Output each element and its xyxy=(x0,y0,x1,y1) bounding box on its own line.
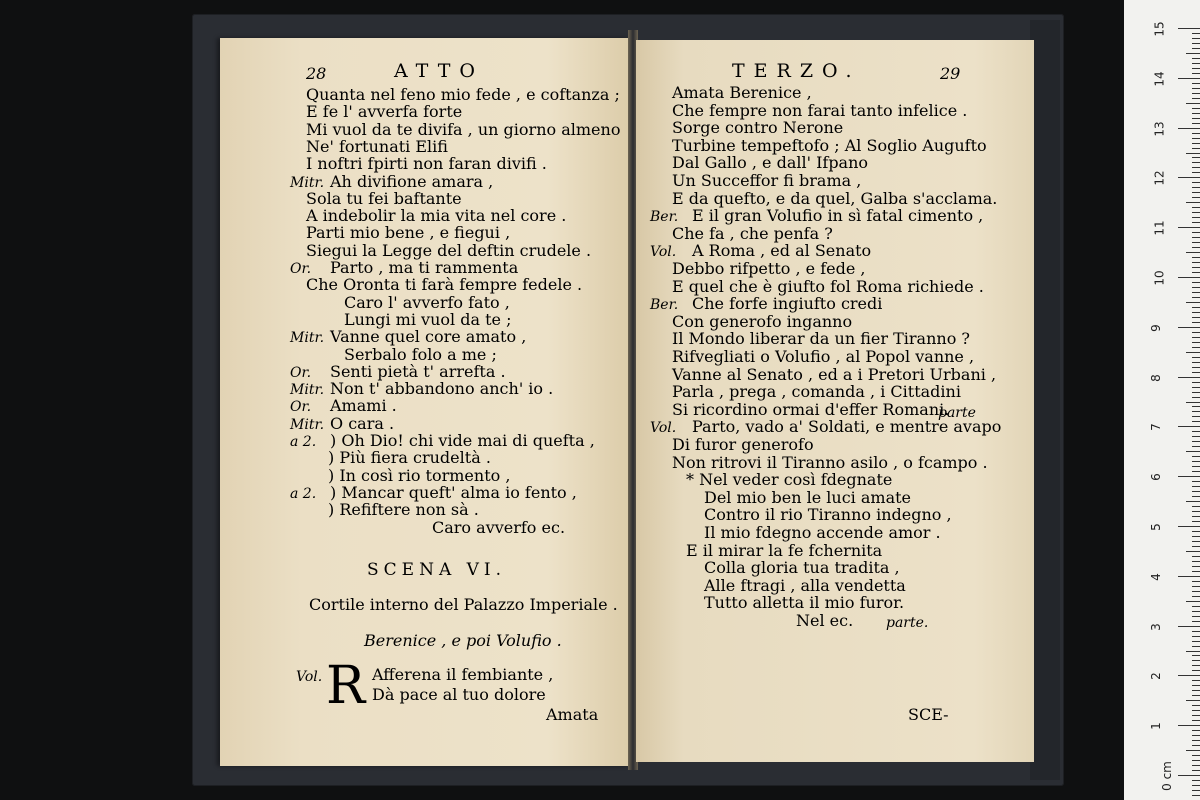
ruler-tick xyxy=(1192,571,1200,572)
ruler-tick xyxy=(1192,541,1200,542)
ruler-tick xyxy=(1192,770,1200,771)
ruler-number: 1 xyxy=(1148,722,1163,731)
ruler-tick xyxy=(1178,277,1200,278)
ruler-tick xyxy=(1192,795,1200,796)
ruler-tick xyxy=(1192,491,1200,492)
ruler-number: 3 xyxy=(1148,622,1163,631)
ruler-number: 5 xyxy=(1148,523,1163,531)
verse-line: O cara . xyxy=(330,413,395,433)
ruler-tick xyxy=(1192,157,1200,158)
verse-line: Che fempre non farai tanto infelice . xyxy=(672,100,968,120)
speaker-label: Mitr. xyxy=(290,416,325,433)
ruler-tick xyxy=(1192,387,1200,388)
ruler-tick xyxy=(1192,745,1200,746)
ruler-tick xyxy=(1192,312,1200,313)
speaker-label: a 2. xyxy=(290,434,317,450)
ruler-tick xyxy=(1192,167,1200,168)
ruler-tick xyxy=(1192,586,1200,587)
ruler-tick xyxy=(1192,242,1200,243)
ruler-tick xyxy=(1192,436,1200,437)
ruler-tick xyxy=(1192,68,1200,69)
ruler-tick xyxy=(1192,456,1200,457)
verse-line: * Nel veder così fdegnate xyxy=(686,470,893,490)
right-page-number: 29 xyxy=(940,64,961,83)
exit-mark-2: parte. xyxy=(886,615,929,631)
board-edge xyxy=(1030,20,1060,780)
ruler-tick xyxy=(1192,486,1200,487)
ruler-tick xyxy=(1192,257,1200,258)
ruler-tick xyxy=(1192,187,1200,188)
speaker-label: Or. xyxy=(290,261,312,277)
verse-line: Non ritrovi il Tiranno asilo , o fcampo . xyxy=(672,452,988,472)
ruler-tick xyxy=(1178,576,1200,577)
ruler-tick xyxy=(1186,501,1200,502)
ruler-tick xyxy=(1192,461,1200,462)
speaker-label: Ber. xyxy=(650,209,679,226)
ruler-tick xyxy=(1192,561,1200,562)
ruler-tick xyxy=(1178,227,1200,228)
ruler-tick xyxy=(1192,113,1200,114)
verse-line: Sola tu fei baftante xyxy=(306,188,462,208)
ruler-number: 0 cm xyxy=(1159,761,1174,791)
ruler-tick xyxy=(1178,426,1200,427)
ruler-tick xyxy=(1192,162,1200,163)
verse-line: Parto, vado a' Soldati, e mentre avapo xyxy=(692,417,1002,437)
verse-line: ) Refiftere non sà . xyxy=(328,500,479,520)
ruler-tick xyxy=(1192,411,1200,412)
ruler-tick xyxy=(1192,237,1200,238)
speaker-label: a 2. xyxy=(290,485,317,502)
ruler-tick xyxy=(1192,282,1200,283)
verse-line: ) Oh Dio! chi vide mai di quefta , xyxy=(330,431,595,450)
ruler-tick xyxy=(1192,297,1200,298)
verse-line: Senti pietà t' arrefta . xyxy=(330,361,506,381)
ruler-tick xyxy=(1192,382,1200,383)
ruler-tick xyxy=(1192,680,1200,681)
ruler-tick xyxy=(1192,466,1200,467)
verse-line: Amata Berenice , xyxy=(672,83,812,102)
measurement-ruler xyxy=(1124,0,1200,800)
ruler-tick xyxy=(1178,327,1200,328)
ruler-tick xyxy=(1192,83,1200,84)
ruler-tick xyxy=(1192,616,1200,617)
ruler-tick xyxy=(1192,93,1200,94)
ruler-tick xyxy=(1192,372,1200,373)
ruler-tick xyxy=(1192,606,1200,607)
scene-title: SCENA VI. xyxy=(367,560,507,580)
speaker-label: Vol. xyxy=(650,244,677,261)
ruler-tick xyxy=(1192,790,1200,791)
ruler-tick xyxy=(1192,695,1200,696)
verse-line: Lungi mi vuol da te ; xyxy=(344,309,512,329)
verse-line: ) In così rio tormento , xyxy=(328,465,511,485)
verse-line: Siegui la Legge del deftin crudele . xyxy=(306,240,592,260)
verse-line: Sorge contro Nerone xyxy=(672,118,844,138)
ruler-tick xyxy=(1192,765,1200,766)
ruler-number: 13 xyxy=(1152,120,1167,137)
ruler-tick xyxy=(1186,53,1200,54)
verse-line: I noftri fpirti non faran divifi . xyxy=(306,154,547,174)
verse-line: Amami . xyxy=(330,396,397,416)
verse-line: Che fa , che penfa ? xyxy=(672,223,833,243)
ruler-tick xyxy=(1192,108,1200,109)
verse-line: Di furor generofo xyxy=(672,435,814,454)
speaker-label: Mitr. xyxy=(290,174,325,191)
verse-line: Turbine tempeftofo ; Al Soglio Augufto xyxy=(672,135,987,155)
ruler-tick xyxy=(1186,202,1200,203)
ruler-tick xyxy=(1192,431,1200,432)
ruler-tick xyxy=(1192,446,1200,447)
ruler-tick xyxy=(1186,352,1200,353)
ruler-tick xyxy=(1192,322,1200,323)
ruler-tick xyxy=(1178,775,1200,776)
verse-line: Un Succeffor fi brama , xyxy=(672,171,862,190)
ruler-tick xyxy=(1192,471,1200,472)
ruler-tick xyxy=(1178,725,1200,726)
ruler-tick xyxy=(1186,252,1200,253)
verse-line: A Roma , ed al Senato xyxy=(692,241,872,261)
verse-line: Vanne al Senato , ed a i Pretori Urbani , xyxy=(672,364,997,384)
ruler-tick xyxy=(1178,377,1200,378)
drop-speaker: Vol. xyxy=(296,669,323,685)
ruler-tick xyxy=(1192,760,1200,761)
ruler-tick xyxy=(1192,247,1200,248)
ruler-tick xyxy=(1192,705,1200,706)
ruler-tick xyxy=(1186,302,1200,303)
ruler-number: 9 xyxy=(1148,323,1163,332)
left-running-header: ATTO xyxy=(394,60,484,82)
ruler-tick xyxy=(1192,511,1200,512)
verse-line: Non t' abbandono anch' io . xyxy=(330,379,554,399)
ruler-tick xyxy=(1186,601,1200,602)
verse-line: Tutto alletta il mio furor. xyxy=(704,593,905,613)
ruler-tick xyxy=(1192,591,1200,592)
ruler-tick xyxy=(1192,292,1200,293)
verse-line: Mi vuol da te divifa , un giorno almeno xyxy=(306,119,621,139)
ruler-tick xyxy=(1192,441,1200,442)
ruler-tick xyxy=(1192,546,1200,547)
ruler-tick xyxy=(1192,506,1200,507)
ruler-tick xyxy=(1192,88,1200,89)
ruler-tick xyxy=(1192,735,1200,736)
ruler-tick xyxy=(1192,536,1200,537)
verse-line: E fe l' avverfa forte xyxy=(306,102,463,122)
ruler-tick xyxy=(1186,451,1200,452)
ruler-tick xyxy=(1192,531,1200,532)
verse-line: Contro il rio Tiranno indegno , xyxy=(704,505,952,525)
ruler-tick xyxy=(1192,755,1200,756)
verse-line: Nel ec. xyxy=(796,611,854,630)
speaker-label: Mitr. xyxy=(290,382,325,399)
ruler-tick xyxy=(1192,138,1200,139)
ruler-tick xyxy=(1192,481,1200,482)
verse-line: E da quefto, e da quel, Galba s'acclama. xyxy=(672,188,998,208)
verse-line: Ah divifione amara , xyxy=(330,171,494,191)
ruler-tick xyxy=(1178,78,1200,79)
ruler-tick xyxy=(1192,720,1200,721)
ruler-tick xyxy=(1192,785,1200,786)
ruler-tick xyxy=(1192,631,1200,632)
verse-line: E il mirar la fe fchernita xyxy=(686,540,883,560)
ruler-tick xyxy=(1192,740,1200,741)
ruler-tick xyxy=(1186,651,1200,652)
ruler-tick xyxy=(1192,665,1200,666)
ruler-tick xyxy=(1192,192,1200,193)
ruler-tick xyxy=(1192,58,1200,59)
ruler-tick xyxy=(1192,197,1200,198)
ruler-number: 14 xyxy=(1152,71,1167,87)
ruler-tick xyxy=(1192,307,1200,308)
ruler-tick xyxy=(1192,556,1200,557)
verse-line: Rifvegliati o Volufio , al Popol vanne , xyxy=(672,347,975,366)
ruler-tick xyxy=(1192,337,1200,338)
ruler-tick xyxy=(1192,63,1200,64)
ruler-number: 6 xyxy=(1148,473,1163,482)
ruler-tick xyxy=(1192,516,1200,517)
verse-line: ) Mancar queft' alma io fento , xyxy=(330,482,577,502)
ruler-tick xyxy=(1192,182,1200,183)
verse-line: Dal Gallo , e dall' Ifpano xyxy=(672,153,869,173)
ruler-tick xyxy=(1192,596,1200,597)
verse-line: Parto , ma ti rammenta xyxy=(330,258,519,277)
ruler-tick xyxy=(1178,28,1200,29)
speaker-label: Ber. xyxy=(650,297,679,314)
right-catchword: SCE- xyxy=(908,705,949,724)
left-catchword: Amata xyxy=(546,705,599,724)
drop-cap: R xyxy=(326,656,366,716)
ruler-tick xyxy=(1192,332,1200,333)
ruler-tick xyxy=(1192,347,1200,348)
ruler-tick xyxy=(1186,103,1200,104)
ruler-tick xyxy=(1192,98,1200,99)
ruler-number: 8 xyxy=(1148,373,1163,382)
ruler-tick xyxy=(1192,406,1200,407)
ruler-number: 7 xyxy=(1148,423,1163,432)
ruler-tick xyxy=(1192,421,1200,422)
ruler-tick xyxy=(1192,690,1200,691)
drop-line-2: Dà pace al tuo dolore xyxy=(372,685,546,704)
verse-line: Parti mio bene , e fiegui , xyxy=(306,223,511,243)
ruler-tick xyxy=(1192,38,1200,39)
ruler-tick xyxy=(1178,626,1200,627)
verse-line: Il mio fdegno accende amor . xyxy=(704,523,941,542)
ruler-tick xyxy=(1192,521,1200,522)
ruler-tick xyxy=(1192,641,1200,642)
ruler-tick xyxy=(1192,685,1200,686)
ruler-tick xyxy=(1192,272,1200,273)
exit-mark-1: parte xyxy=(938,405,976,421)
ruler-tick xyxy=(1192,710,1200,711)
left-page-number: 28 xyxy=(306,64,327,83)
ruler-tick xyxy=(1186,153,1200,154)
ruler-tick xyxy=(1178,526,1200,527)
verse-line: Alle ftragi , alla vendetta xyxy=(704,575,906,595)
ruler-number: 10 xyxy=(1152,270,1167,286)
verse-line: Che forfe ingiufto credi xyxy=(692,294,883,314)
ruler-tick xyxy=(1192,262,1200,263)
ruler-tick xyxy=(1192,416,1200,417)
ruler-tick xyxy=(1192,397,1200,398)
ruler-tick xyxy=(1192,646,1200,647)
ruler-tick xyxy=(1192,43,1200,44)
ruler-tick xyxy=(1192,133,1200,134)
ruler-tick xyxy=(1192,207,1200,208)
ruler-tick xyxy=(1192,172,1200,173)
ruler-tick xyxy=(1192,730,1200,731)
ruler-number: 2 xyxy=(1148,672,1163,681)
verse-line: Con generofo inganno xyxy=(672,311,853,331)
ruler-tick xyxy=(1192,655,1200,656)
ruler-tick xyxy=(1192,48,1200,49)
ruler-tick xyxy=(1192,118,1200,119)
ruler-tick xyxy=(1178,177,1200,178)
verse-line: A indebolir la mia vita nel core . xyxy=(306,206,567,226)
ruler-tick xyxy=(1186,402,1200,403)
ruler-tick xyxy=(1192,362,1200,363)
scene-characters: Berenice , e poi Volufio . xyxy=(364,631,562,650)
verse-line: Serbalo folo a me ; xyxy=(344,344,497,364)
verse-line: E quel che è giufto fol Roma richiede . xyxy=(672,276,984,296)
ruler-tick xyxy=(1192,581,1200,582)
ruler-tick xyxy=(1192,496,1200,497)
verse-line: Parla , prega , comanda , i Cittadini xyxy=(672,382,961,402)
ruler-tick xyxy=(1192,715,1200,716)
ruler-tick xyxy=(1192,670,1200,671)
ruler-tick xyxy=(1192,217,1200,218)
ruler-tick xyxy=(1192,232,1200,233)
verse-line: Colla gloria tua tradita , xyxy=(704,558,900,578)
verse-line: Si ricordino ormai d'effer Romani. xyxy=(672,399,950,419)
ruler-tick xyxy=(1192,33,1200,34)
verse-line: Ne' fortunati Elifi xyxy=(306,136,448,156)
ruler-number: 15 xyxy=(1152,21,1167,37)
speaker-label: Or. xyxy=(290,364,312,381)
ruler-tick xyxy=(1192,148,1200,149)
ruler-tick xyxy=(1192,342,1200,343)
speaker-label: Mitr. xyxy=(290,330,325,347)
verse-line: E il gran Volufio in sì fatal cimento , xyxy=(692,206,984,226)
ruler-tick xyxy=(1192,566,1200,567)
verse-line: Il Mondo liberar da un fier Tiranno ? xyxy=(672,329,970,349)
verse-line: ) Più fiera crudeltà . xyxy=(328,448,491,468)
speaker-label: Or. xyxy=(290,399,312,416)
ruler-tick xyxy=(1186,700,1200,701)
ruler-tick xyxy=(1192,222,1200,223)
ruler-tick xyxy=(1192,621,1200,622)
ruler-number: 4 xyxy=(1148,572,1163,581)
ruler-tick xyxy=(1192,636,1200,637)
speaker-label: Vol. xyxy=(650,420,677,437)
ruler-tick xyxy=(1192,267,1200,268)
verse-line: Vanne quel core amato , xyxy=(330,327,527,347)
right-running-header: TERZO. xyxy=(732,60,861,82)
scene-setting: Cortile interno del Palazzo Imperiale . xyxy=(309,595,618,614)
ruler-tick xyxy=(1192,660,1200,661)
verse-line: Del mio ben le luci amate xyxy=(704,487,912,507)
ruler-tick xyxy=(1192,611,1200,612)
ruler-tick xyxy=(1192,73,1200,74)
ruler-tick xyxy=(1192,367,1200,368)
verse-line: Che Oronta ti farà fempre fedele . xyxy=(306,275,583,295)
ruler-tick xyxy=(1192,780,1200,781)
verse-line: Caro avverfo ec. xyxy=(432,517,566,537)
ruler-tick xyxy=(1192,392,1200,393)
ruler-number: 11 xyxy=(1152,220,1167,236)
ruler-tick xyxy=(1178,128,1200,129)
ruler-tick xyxy=(1178,476,1200,477)
ruler-tick xyxy=(1192,357,1200,358)
ruler-tick xyxy=(1192,123,1200,124)
verse-line: Debbo rifpetto , e fede , xyxy=(672,259,866,278)
ruler-tick xyxy=(1192,287,1200,288)
ruler-tick xyxy=(1192,317,1200,318)
ruler-tick xyxy=(1192,143,1200,144)
drop-line-1: Afferena il fembiante , xyxy=(372,665,554,684)
ruler-tick xyxy=(1186,551,1200,552)
verse-line: Caro l' avverfo fato , xyxy=(344,292,510,312)
ruler-tick xyxy=(1178,675,1200,676)
ruler-tick xyxy=(1186,750,1200,751)
ruler-tick xyxy=(1192,212,1200,213)
verse-line: Quanta nel feno mio fede , e coftanza ; xyxy=(306,85,620,104)
ruler-number: 12 xyxy=(1152,170,1167,187)
